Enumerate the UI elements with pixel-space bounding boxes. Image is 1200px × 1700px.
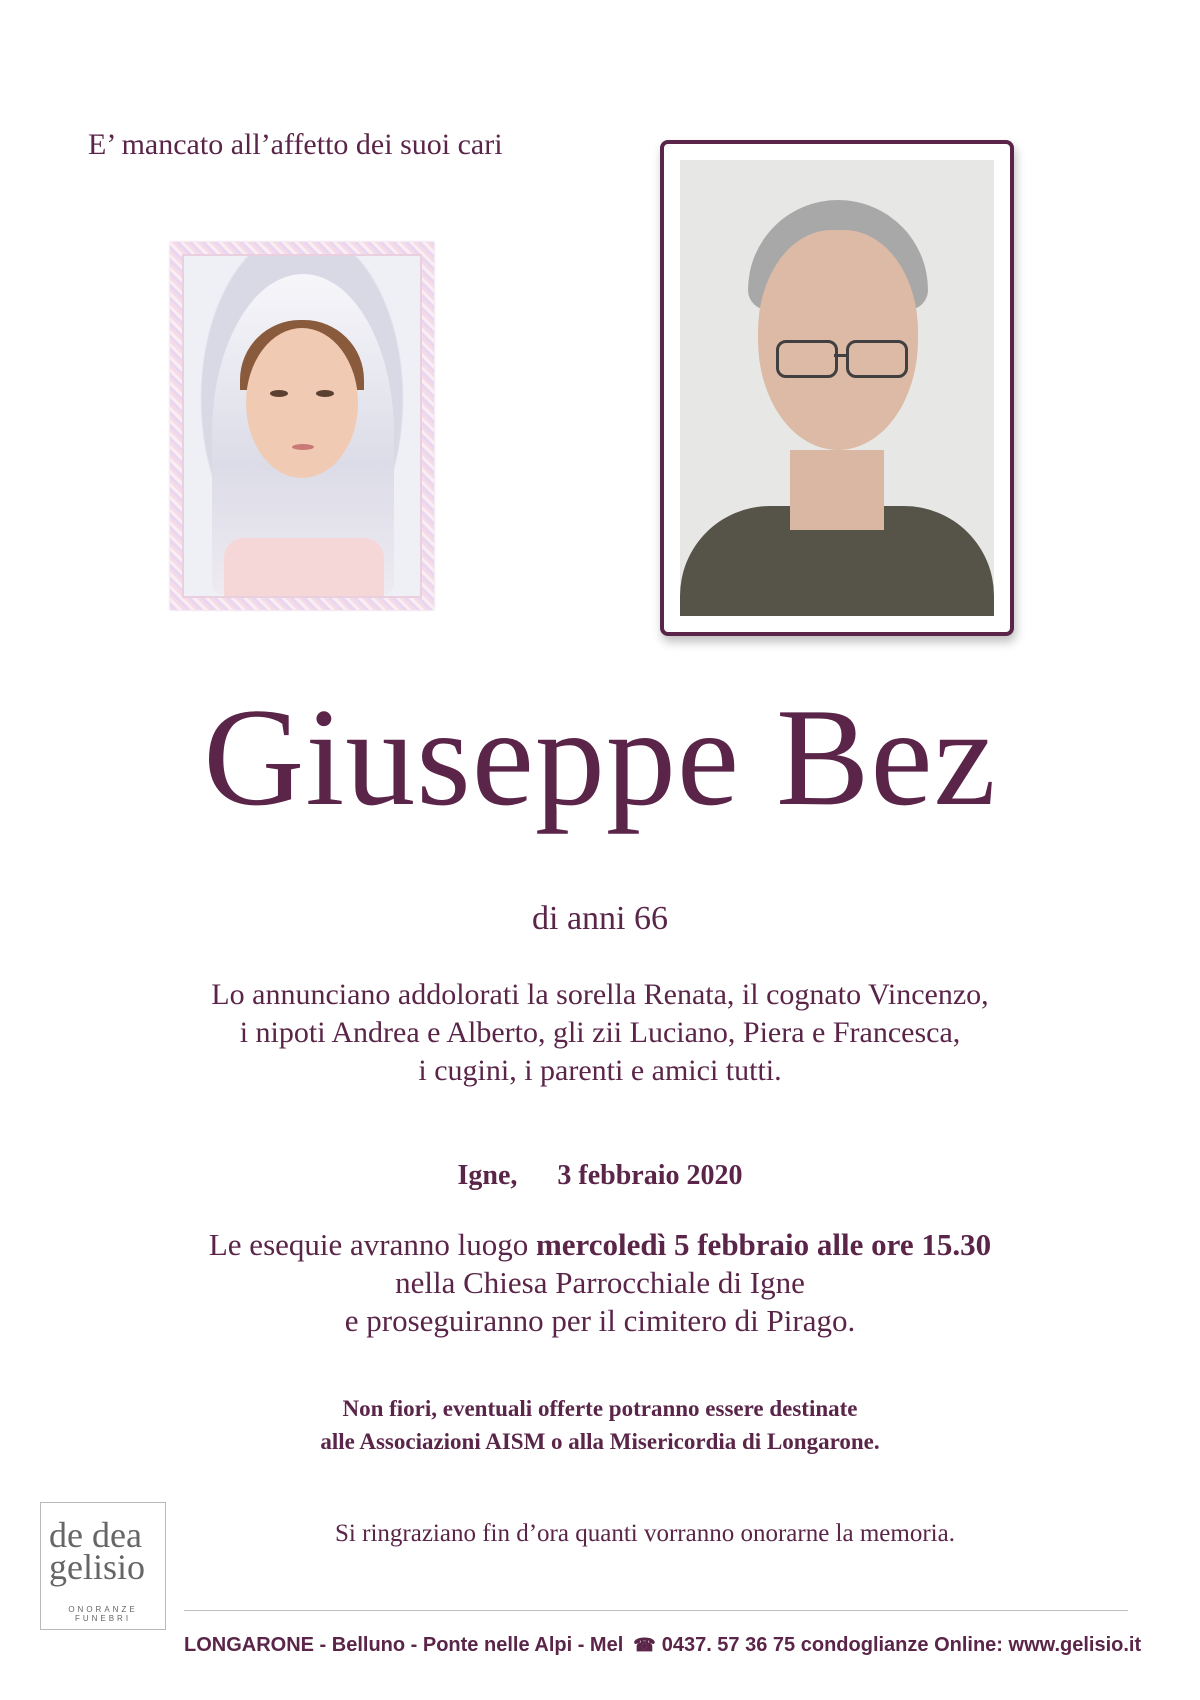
funeral-church: nella Chiesa Parrocchiale di Igne <box>395 1265 805 1300</box>
date: 3 febbraio 2020 <box>557 1160 743 1191</box>
note-line: alle Associazioni AISM o alla Misericordia di Longarone. <box>320 1429 880 1454</box>
telephone-icon: ☎ <box>633 1635 656 1655</box>
funeral-datetime: mercoledì 5 febbraio alle ore 15.30 <box>535 1227 992 1262</box>
footer-website: condoglianze Online: www.gelisio.it <box>800 1634 1142 1656</box>
announcement-line: Lo annunciano addolorati la sorella Renata, il cognato Vincenzo, <box>211 978 989 1011</box>
intro-text: E’ mancato all’affetto dei suoi cari <box>88 128 503 161</box>
announcement <box>0 976 1200 1090</box>
place-date <box>0 1160 1200 1192</box>
logo-line1: de dea <box>49 1515 142 1555</box>
footer <box>184 1634 1142 1657</box>
madonna-image <box>170 242 434 610</box>
donation-note <box>0 1392 1200 1458</box>
portrait-photo <box>660 140 1014 636</box>
deceased-name: Giuseppe Bez <box>203 680 997 835</box>
footer-locations: LONGARONE - Belluno - Ponte nelle Alpi - Mel <box>184 1634 624 1656</box>
note-line: Non fiori, eventuali offerte potranno essere destinate <box>342 1396 858 1421</box>
footer-divider <box>184 1610 1128 1611</box>
logo-tagline: ONORANZE FUNEBRI <box>68 1605 138 1623</box>
place: Igne, <box>457 1160 518 1191</box>
footer-phone: 0437. 57 36 75 <box>661 1634 796 1656</box>
announcement-line: i nipoti Andrea e Alberto, gli zii Luciano, Piera e Francesca, <box>239 1016 961 1049</box>
funeral-line1-prefix: Le esequie avranno luogo <box>208 1227 536 1262</box>
thanks-text: Si ringraziano fin d’ora quanti vorranno onorarne la memoria. <box>335 1520 955 1547</box>
announcement-line: i cugini, i parenti e amici tutti. <box>418 1054 782 1087</box>
funeral-details <box>0 1226 1200 1340</box>
logo-line2: gelisio <box>49 1547 145 1587</box>
funeral-cemetery: e proseguiranno per il cimitero di Pirago. <box>344 1303 856 1338</box>
age-text: di anni 66 <box>532 900 668 937</box>
funeral-home-logo <box>40 1502 166 1630</box>
